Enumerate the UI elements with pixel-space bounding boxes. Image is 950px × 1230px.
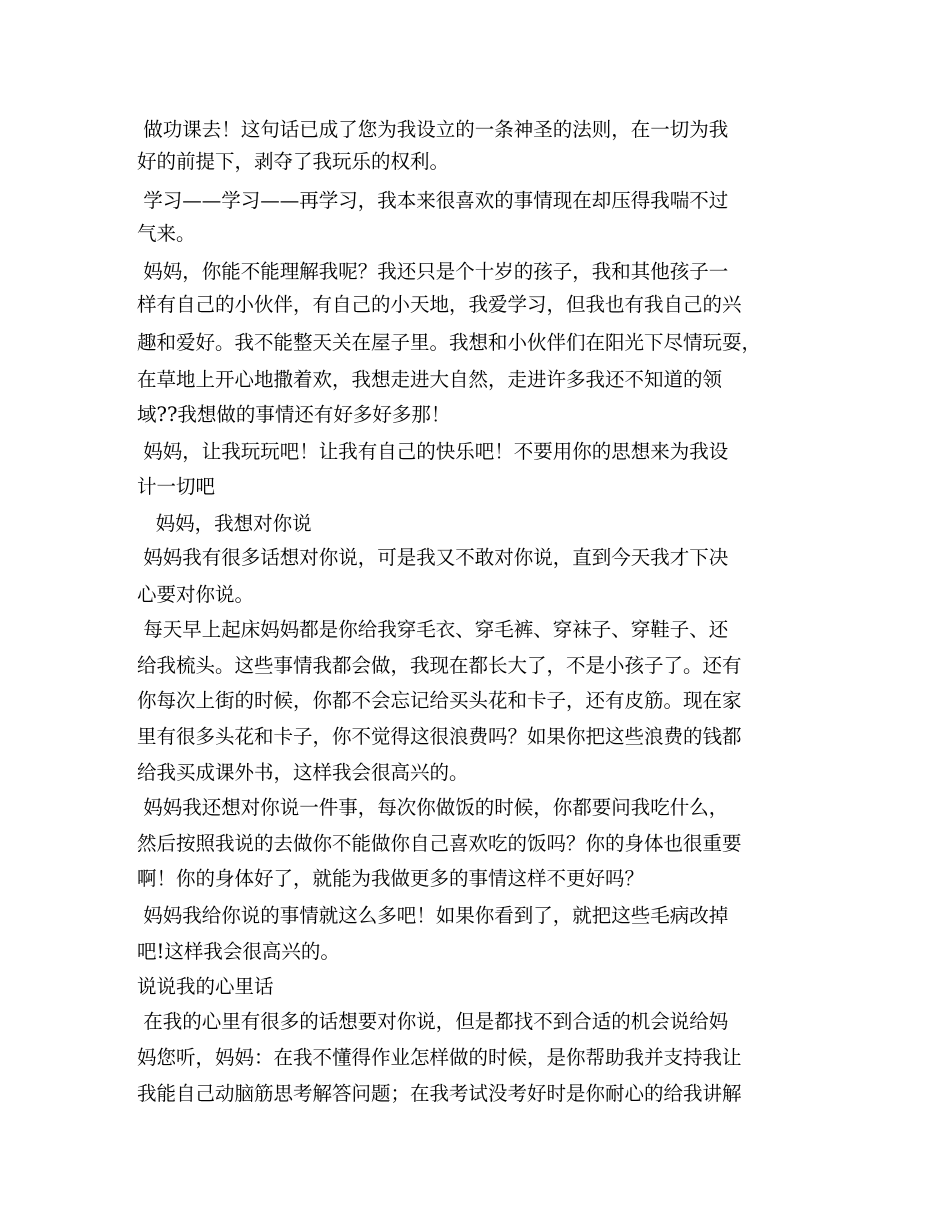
text-line: 气来。 — [137, 222, 196, 245]
text-line: 妈妈，让我玩玩吧！让我有自己的快乐吧！不要用你的思想来为我设 — [137, 440, 729, 463]
text-line: 每天早上起床妈妈都是你给我穿毛衣、穿毛裤、穿袜子、穿鞋子、还 — [137, 618, 729, 641]
text-line: 啊！你的身体好了，就能为我做更多的事情这样不更好吗？ — [137, 867, 645, 890]
text-line: 吧!这样我会很高兴的。 — [137, 940, 340, 963]
text-line: 心要对你说。 — [137, 583, 255, 606]
text-line: 样有自己的小伙伴，有自己的小天地，我爱学习，但我也有我自己的兴 — [137, 293, 742, 316]
text-line: 域??我想做的事情还有好多好多那！ — [137, 403, 451, 426]
text-line: 我能自己动脑筋思考解答问题；在我考试没考好时是你耐心的给我讲解 — [137, 1082, 742, 1105]
text-line: 你每次上街的时候，你都不会忘记给买头花和卡子，还有皮筋。现在家 — [137, 689, 742, 712]
section-title: 说说我的心里话 — [137, 975, 274, 998]
text-line: 妈妈我有很多话想对你说，可是我又不敢对你说，直到今天我才下决 — [137, 546, 729, 569]
text-line: 给我梳头。这些事情我都会做，我现在都长大了，不是小孩子了。还有 — [137, 654, 742, 677]
text-line: 妈妈，你能不能理解我呢？我还只是个十岁的孩子，我和其他孩子一 — [137, 260, 729, 283]
text-line: 妈妈我还想对你说一件事，每次你做饭的时候，你都要问我吃什么， — [137, 796, 729, 819]
text-line: 然后按照我说的去做你不能做你自己喜欢吃的饭吗？你的身体也很重要 — [137, 832, 742, 855]
text-line: 在我的心里有很多的话想要对你说，但是都找不到合适的机会说给妈 — [137, 1010, 729, 1033]
text-line: 在草地上开心地撒着欢，我想走进大自然，走进许多我还不知道的领 — [137, 368, 723, 391]
text-line: 趣和爱好。我不能整天关在屋子里。我想和小伙伴们在阳光下尽情玩耍， — [137, 331, 762, 354]
text-line: 计一切吧 — [137, 475, 216, 498]
text-line: 里有很多头花和卡子，你不觉得这很浪费吗？如果你把这些浪费的钱都 — [137, 725, 742, 748]
section-title: 妈妈，我想对你说 — [137, 512, 312, 535]
text-line: 给我买成课外书，这样我会很高兴的。 — [137, 761, 469, 784]
text-line: 学习——学习——再学习，我本来很喜欢的事情现在却压得我喘不过 — [137, 189, 729, 212]
text-line: 妈妈我给你说的事情就这么多吧！如果你看到了，就把这些毛病改掉 — [137, 904, 729, 927]
text-line: 妈您听，妈妈：在我不懂得作业怎样做的时候，是你帮助我并支持我让 — [137, 1046, 742, 1069]
text-line: 好的前提下，剥夺了我玩乐的权利。 — [137, 150, 450, 173]
text-line: 做功课去！这句话已成了您为我设立的一条神圣的法则，在一切为我 — [137, 118, 729, 141]
